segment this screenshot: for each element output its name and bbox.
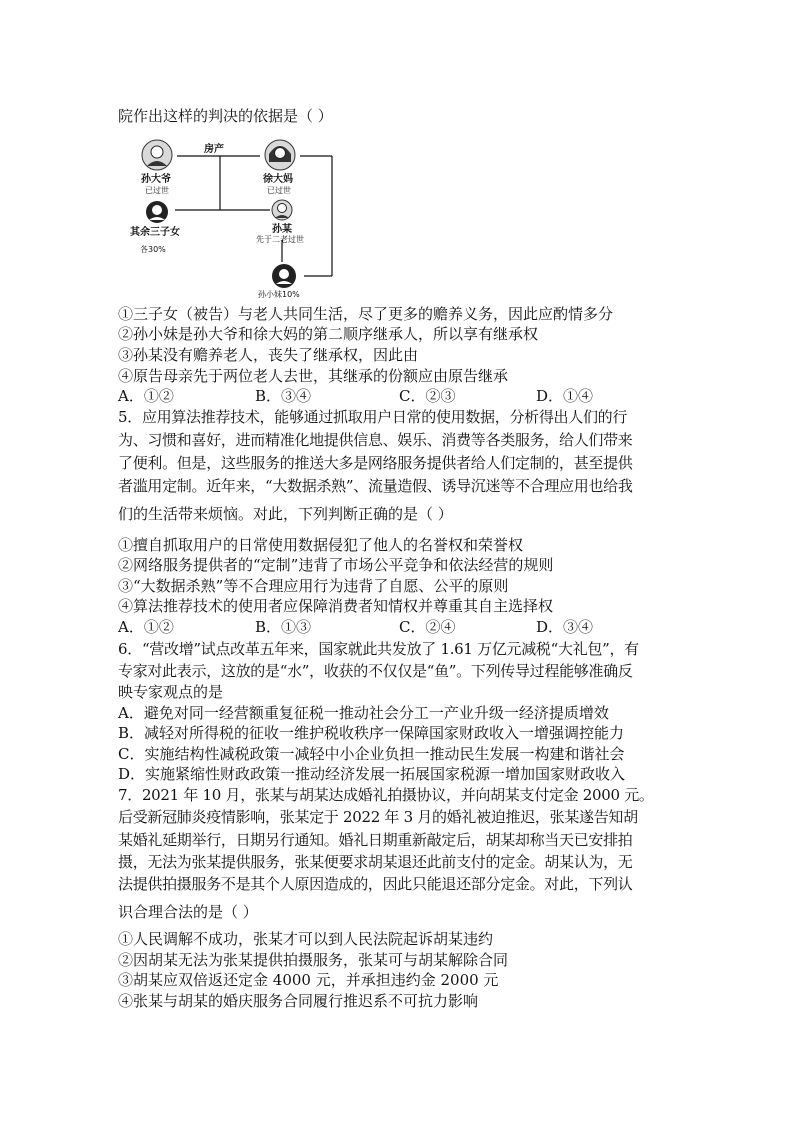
q4-options xyxy=(118,386,593,406)
q7-stem-line-5: 法提供拍摄服务不是其个人原因造成的，因此只能退还部分定金。对此，下列认 xyxy=(118,875,633,893)
q6-option-b[interactable]: B．减轻对所得税的征收一维护税收秩序一保障国家财政收入一增强调控能力 xyxy=(118,724,625,742)
avatar-sun-xiaomei-icon xyxy=(272,264,296,288)
q5-stem-line-1: 5．应用算法推荐技术，能够通过抓取用户日常的使用数据，分析得出人们的行 xyxy=(118,408,628,426)
q5-item-3: ③“大数据杀熟”等不合理应用行为违背了自愿、公平的原则 xyxy=(118,577,509,595)
q5-option-d[interactable]: D．③④ xyxy=(536,618,594,636)
q7-item-3: ③胡某应双倍返还定金 4000 元，并承担违约金 2000 元 xyxy=(118,971,499,989)
q5-stem-line-4: 者滥用定制。近年来，“大数据杀熟”、流量造假、诱导沉迷等不合理应用也给我 xyxy=(118,477,633,495)
q7-stem-line-4: 摄，无法为张某提供服务，张某便要求胡某退还此前支付的定金。胡某认为，无 xyxy=(118,853,633,871)
sun-daye-note: 已过世 xyxy=(145,186,169,195)
q6-stem-line-3: 映专家观点的是 xyxy=(118,683,224,701)
q5-option-b[interactable]: B．①③ xyxy=(255,618,312,636)
q6-stem-line-2: 专家对此表示，这放的是“水”，收获的不仅仅是“鱼”。下列传导过程能够准确反 xyxy=(118,662,633,680)
q5-options xyxy=(118,617,593,637)
sun-daye-name: 孙大爷 xyxy=(141,174,171,185)
avatar-xu-dama-icon xyxy=(265,140,295,170)
q7-stem-line-6: 识合理合法的是（ ） xyxy=(118,903,258,921)
q7-stem-line-1: 7．2021 年 10 月，张某与胡某达成婚礼拍摄协议，并向胡某支付定金 2000 元。 xyxy=(118,786,654,804)
q5-option-a[interactable]: A．①② xyxy=(118,618,174,636)
q5-stem-line-3: 了便利。但是，这些服务的推送大多是网络服务提供者给人们定制的，甚至提供 xyxy=(118,454,633,472)
q4-item-2: ②孙小妹是孙大爷和徐大妈的第二顺序继承人，所以享有继承权 xyxy=(118,325,539,343)
q7-item-2: ②因胡某无法为张某提供拍摄服务，张某可与胡某解除合同 xyxy=(118,951,509,969)
q5-option-c[interactable]: C．②④ xyxy=(399,618,456,636)
q7-stem-line-3: 某婚礼延期举行，日期另行通知。婚礼日期重新敲定后，胡某却称当天已安排拍 xyxy=(118,831,633,849)
other-children-name: 其余三子女 xyxy=(130,227,180,238)
q5-stem-line-2: 为、习惯和喜好，进而精准化地提供信息、娱乐、消费等各类服务，给人们带来 xyxy=(118,431,633,449)
q4-item-4: ④原告母亲先于两位老人去世，其继承的份额应由原告继承 xyxy=(118,367,509,385)
q4-option-d[interactable]: D．①④ xyxy=(536,387,594,405)
avatar-sun-mou-icon xyxy=(272,200,292,220)
q7-stem-line-2: 后受新冠肺炎疫情影响，张某定于 2022 年 3 月的婚礼被迫推迟，张某遂告知胡 xyxy=(118,808,638,826)
q6-option-c[interactable]: C．实施结构性减税政策一减轻中小企业负担一推动民生发展一构建和谐社会 xyxy=(118,745,625,763)
q7-item-1: ①人民调解不成功，张某才可以到人民法院起诉胡某违约 xyxy=(118,930,494,948)
q6-option-a[interactable]: A．避免对同一经营额重复征税一推动社会分工一产业升级一经济提质增效 xyxy=(118,704,609,722)
question-stem-continued: 院作出这样的判决的依据是（ ） xyxy=(118,107,333,125)
xu-dama-name: 徐大妈 xyxy=(263,174,293,185)
property-label: 房产 xyxy=(204,144,224,155)
xu-dama-note: 已过世 xyxy=(267,186,291,195)
q5-item-2: ②网络服务提供者的“定制”违背了市场公平竞争和依法经营的规则 xyxy=(118,556,554,574)
q6-stem-line-1: 6．“营改增”试点改革五年来，国家就此共发放了 1.61 万亿元减税“大礼包”，有 xyxy=(118,640,639,658)
other-children-share: 各30% xyxy=(140,245,166,254)
q4-item-1: ①三子女（被告）与老人共同生活，尽了更多的赡养义务，因此应酌情多分 xyxy=(118,305,614,323)
q5-stem-line-5: 们的生活带来烦恼。对此，下列判断正确的是（ ） xyxy=(118,505,453,523)
avatar-sun-daye-icon xyxy=(142,140,172,170)
sun-xiaomei-label: 孙小妹10% xyxy=(258,290,300,299)
q6-option-d[interactable]: D．实施紧缩性财政政策一推动经济发展一拓展国家税源一增加国家财政收入 xyxy=(118,765,626,783)
q5-item-1: ①擅自抓取用户的日常使用数据侵犯了他人的名誉权和荣誉权 xyxy=(118,536,524,554)
q7-item-4: ④张某与胡某的婚庆服务合同履行推迟系不可抗力影响 xyxy=(118,992,479,1010)
inheritance-diagram xyxy=(130,136,340,301)
q4-option-c[interactable]: C．②③ xyxy=(399,387,456,405)
sun-mou-note: 先于二老过世 xyxy=(256,235,304,244)
q4-option-a[interactable]: A．①② xyxy=(118,387,174,405)
sun-mou-name: 孙某 xyxy=(272,224,292,235)
q4-option-b[interactable]: B．③④ xyxy=(255,387,312,405)
q4-item-3: ③孙某没有赡养老人，丧失了继承权，因此由 xyxy=(118,346,419,364)
avatar-other-children-icon xyxy=(146,201,168,223)
q5-item-4: ④算法推荐技术的使用者应保障消费者知情权并尊重其自主选择权 xyxy=(118,597,554,615)
